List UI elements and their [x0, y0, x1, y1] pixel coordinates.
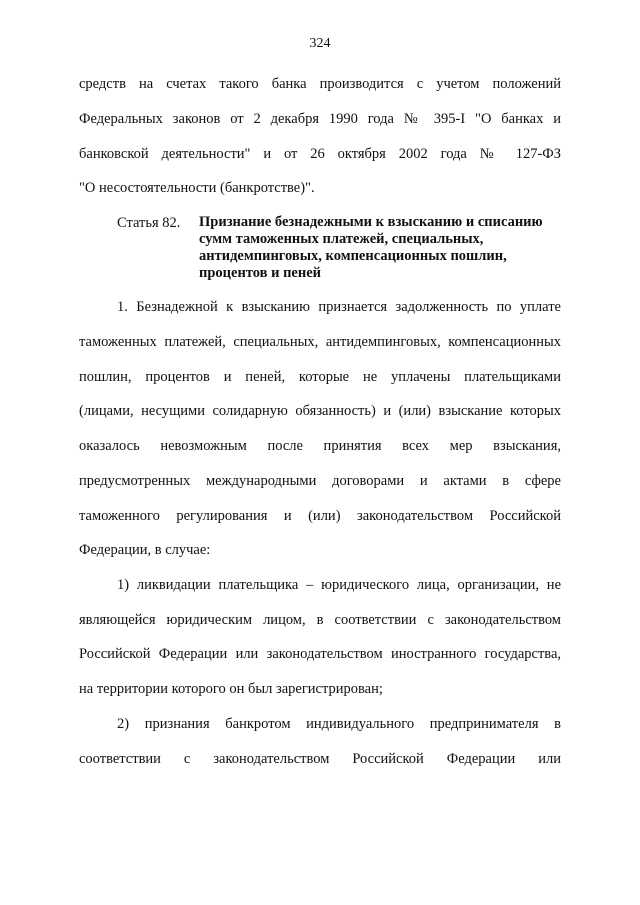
article-title	[199, 214, 559, 282]
item1-line-1: 1) ликвидации плательщика – юридического лица, организации, не	[117, 577, 561, 593]
para1-line-8: Федерации, в случае:	[79, 542, 211, 558]
item1-line-3: Российской Федерации или законодательством иностранного государства,	[79, 646, 561, 662]
para1-line-6: предусмотренных международными договорами и актами в сфере	[79, 473, 561, 489]
article-title-line-3: антидемпинговых, компенсационных пошлин,	[199, 248, 507, 264]
intro-line-1: средств на счетах такого банка производится с учетом положений	[79, 76, 561, 92]
item1-line-2: являющейся юридическим лицом, в соответствии с законодательством	[79, 612, 561, 628]
article-title-line-2: сумм таможенных платежей, специальных,	[199, 231, 484, 247]
intro-line-4: "О несостоятельности (банкротстве)".	[79, 180, 315, 196]
article-title-line-4: процентов и пеней	[199, 265, 322, 281]
para1-line-2: таможенных платежей, специальных, антидемпинговых, компенсационных	[79, 334, 561, 350]
para1-line-5: оказалось невозможным после принятия всех мер взыскания,	[79, 438, 561, 454]
intro-line-3: банковской деятельности" и от 26 октября 2002 года № 127-ФЗ	[79, 146, 561, 162]
para1-line-7: таможенного регулирования и (или) законодательством Российской	[79, 508, 561, 524]
intro-line-2: Федеральных законов от 2 декабря 1990 года № 395-I "О банках и	[79, 111, 561, 127]
page-number: 324	[309, 36, 331, 51]
article-label: Статья 82.	[117, 215, 181, 231]
article-title-line-1: Признание безнадежными к взысканию и списанию	[199, 214, 543, 230]
item1-line-4: на территории которого он был зарегистрирован;	[79, 681, 383, 697]
para1-line-3: пошлин, процентов и пеней, которые не уплачены плательщиками	[79, 369, 561, 385]
item2-line-2: соответствии с законодательством Российской Федерации или	[79, 751, 561, 767]
para1-line-4: (лицами, несущими солидарную обязанность) и (или) взыскание которых	[79, 403, 561, 419]
para1-line-1: 1. Безнадежной к взысканию признается задолженность по уплате	[117, 299, 561, 315]
item2-line-1: 2) признания банкротом индивидуального предпринимателя в	[117, 716, 561, 732]
